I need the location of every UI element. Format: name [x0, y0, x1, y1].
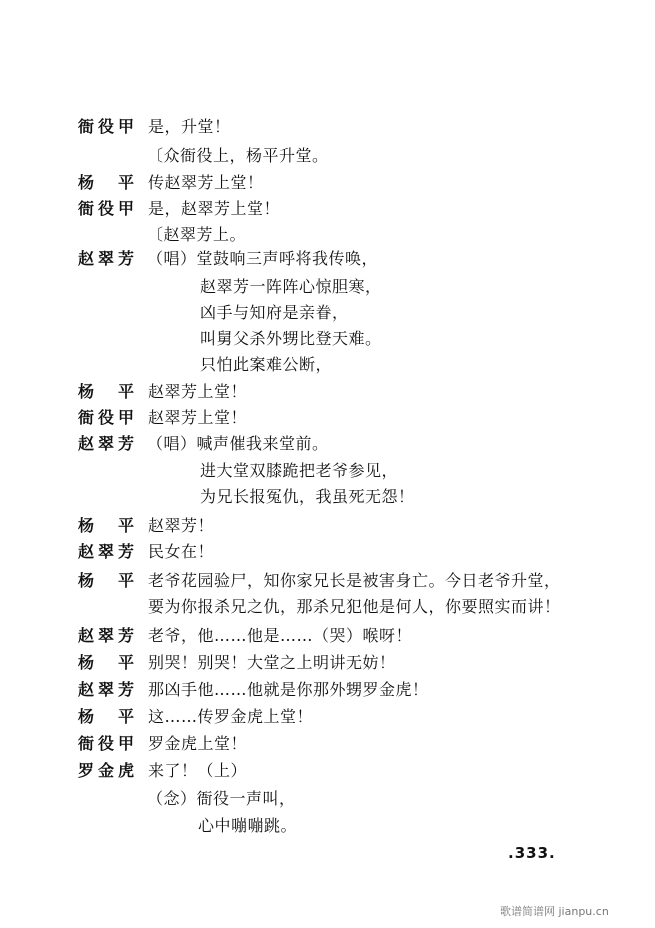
line-text: 民女在！ [148, 542, 215, 561]
line-text: 赵翠芳一阵阵心惊胆寒， [200, 277, 382, 296]
line-text: 叫舅父杀外甥比登天难。 [200, 329, 382, 348]
line-text: （唱）喊声催我来堂前。 [147, 434, 329, 453]
line-text: 那凶手他……他就是你那外甥罗金虎！ [148, 680, 429, 699]
speaker-name: 杨 平 [78, 571, 134, 590]
dialogue-line [0, 246, 655, 272]
dialogue-line [0, 405, 655, 431]
line-text: 是，升堂！ [148, 117, 231, 136]
speaker-name: 衙役甲 [78, 117, 134, 136]
stage-direction [0, 143, 655, 169]
speaker-name: 赵翠芳 [78, 626, 134, 645]
line-text: 是，赵翠芳上堂！ [148, 199, 281, 218]
line-text: 〔赵翠芳上。 [147, 225, 247, 244]
dialogue-line [0, 650, 655, 676]
line-text: 赵翠芳上堂！ [148, 382, 248, 401]
dialogue-line [0, 431, 655, 457]
line-text: 传赵翠芳上堂！ [148, 173, 264, 192]
speaker-name: 赵翠芳 [78, 680, 134, 699]
speaker-name: 杨 平 [78, 653, 134, 672]
speaker-name: 赵翠芳 [78, 434, 134, 453]
continuation-line [0, 594, 655, 620]
line-text: （唱）堂鼓响三声呼将我传唤， [147, 249, 379, 268]
stage-direction [0, 222, 655, 248]
dialogue-line [0, 513, 655, 539]
line-text: 心中嘣嘣跳。 [198, 816, 298, 835]
verse-line [0, 326, 655, 352]
speaker-name: 赵翠芳 [78, 542, 134, 561]
line-text: 老爷，他……他是……（哭）喉呀！ [148, 626, 413, 645]
dialogue-line [0, 758, 655, 784]
dialogue-line [0, 568, 655, 594]
line-text: （念）衙役一声叫， [147, 789, 296, 808]
line-text: 赵翠芳！ [148, 516, 215, 535]
verse-line [0, 484, 655, 510]
speaker-name: 衙役甲 [78, 408, 134, 427]
speaker-name: 杨 平 [78, 173, 134, 192]
line-text: 来了！（上） [148, 761, 248, 780]
speaker-name: 罗金虎 [78, 761, 134, 780]
line-text: 只怕此案难公断， [200, 355, 333, 374]
line-text: 要为你报杀兄之仇，那杀兄犯他是何人，你要照实而讲！ [148, 597, 561, 616]
dialogue-line [0, 379, 655, 405]
dialogue-line [0, 114, 655, 140]
page-number: .333. [508, 844, 556, 862]
verse-line [0, 274, 655, 300]
dialogue-line [0, 704, 655, 730]
line-text: 罗金虎上堂！ [148, 734, 248, 753]
speaker-name: 衙役甲 [78, 199, 134, 218]
line-text: 凶手与知府是亲眷， [200, 303, 349, 322]
watermark: 歌谱简谱网 jianpu.cn [500, 905, 609, 918]
line-text: 〔众衙役上，杨平升堂。 [147, 146, 329, 165]
line-text: 赵翠芳上堂！ [148, 408, 248, 427]
speaker-name: 衙役甲 [78, 734, 134, 753]
speaker-name: 杨 平 [78, 516, 134, 535]
verse-line [0, 458, 655, 484]
dialogue-line [0, 539, 655, 565]
verse-line [0, 300, 655, 326]
line-text: 老爷花园验尸，知你家兄长是被害身亡。今日老爷升堂， [148, 571, 561, 590]
speaker-name: 赵翠芳 [78, 249, 134, 268]
dialogue-line [0, 677, 655, 703]
line-text: 进大堂双膝跪把老爷参见， [200, 461, 399, 480]
dialogue-line [0, 196, 655, 222]
dialogue-line [0, 623, 655, 649]
speaker-name: 杨 平 [78, 707, 134, 726]
verse-line [0, 786, 655, 812]
dialogue-line [0, 731, 655, 757]
dialogue-line [0, 170, 655, 196]
line-text: 别哭！别哭！大堂之上明讲无妨！ [148, 653, 396, 672]
line-text: 为兄长报冤仇，我虽死无怨！ [200, 487, 415, 506]
speaker-name: 杨 平 [78, 382, 134, 401]
verse-line [0, 813, 655, 839]
line-text: 这……传罗金虎上堂！ [148, 707, 314, 726]
verse-line [0, 352, 655, 378]
